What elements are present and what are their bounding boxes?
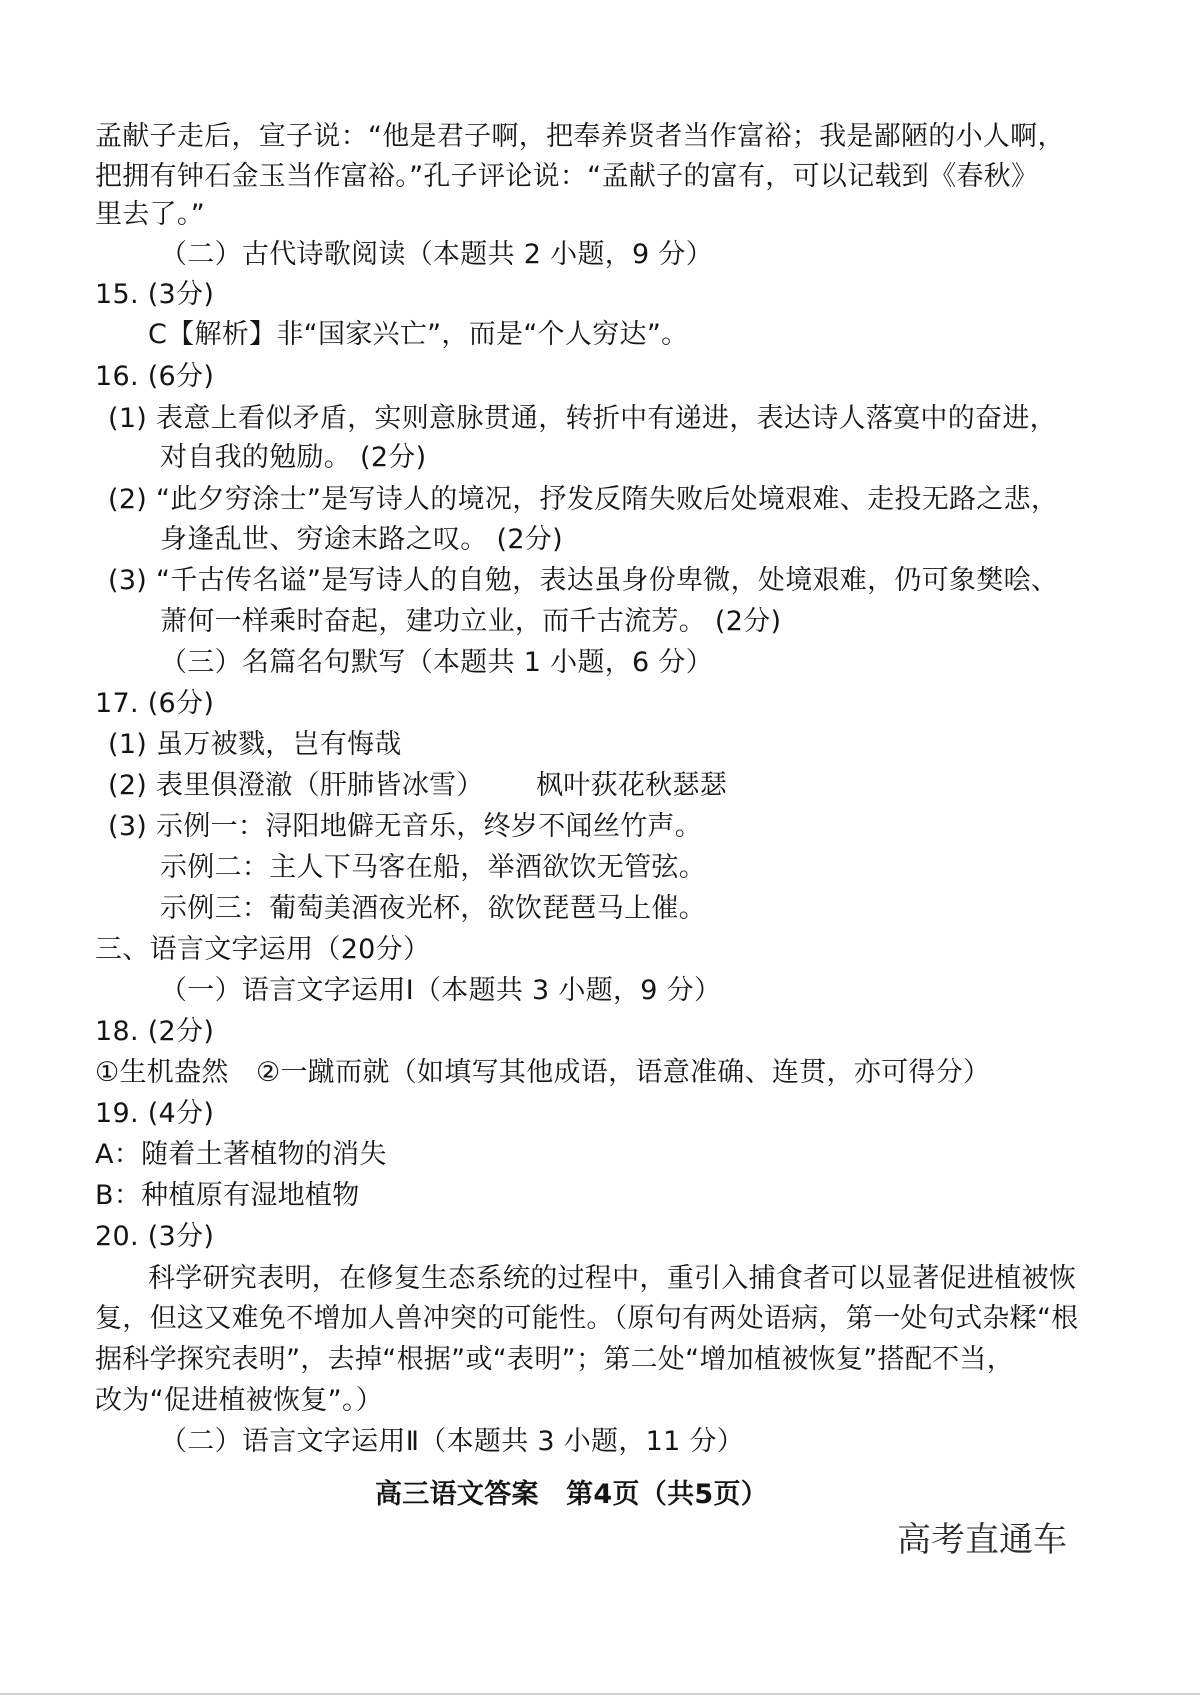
answer-20-line: 据科学探究表明”，去掉“根据”或“表明”；第二处“增加植被恢复”搭配不当， — [95, 1344, 1015, 1375]
answer-17-1: (1) 虽万被戮，岂有悔哉 — [108, 729, 402, 760]
watermark-text: 高考直通车 — [897, 1520, 1067, 1560]
answer-16-2-line: (2) “此夕穷涂士”是写诗人的境况，抒发反隋失败后处境艰难、走投无路之悲， — [108, 484, 1059, 515]
answer-16-1-line: (1) 表意上看似矛盾，实则意脉贯通，转折中有递进，表达诗人落寞中的奋进， — [108, 403, 1057, 434]
answer-17-3: (3) 示例一：浔阳地僻无音乐，终岁不闻丝竹声。 — [108, 811, 703, 842]
answer-17-3-example: 示例三：葡萄美酒夜光杯，欲饮琵琶马上催。 — [160, 893, 706, 924]
answer-19-b: B：种植原有湿地植物 — [95, 1180, 360, 1211]
answer-19-a: A：随着土著植物的消失 — [95, 1139, 387, 1170]
answer-16-3-line: (3) “千古传名谥”是写诗人的自勉，表达虽身份卑微，处境艰难，仍可象樊哙、 — [108, 565, 1059, 596]
answer-18: ①生机盎然 ②一蹴而就（如填写其他成语，语意准确、连贯，亦可得分） — [95, 1057, 991, 1088]
question-number-19: 19. (4分) — [95, 1098, 215, 1129]
section-heading-language-1: （一）语言文字运用Ⅰ（本题共 3 小题，9 分） — [160, 975, 722, 1006]
paragraph-line: 把拥有钟石金玉当作富裕。”孔子评论说：“孟献子的富有，可以记载到《春秋》 — [95, 161, 1039, 192]
answer-17-3-example: 示例二：主人下马客在船，举酒欲饮无管弦。 — [160, 852, 706, 883]
part-heading-language: 三、语言文字运用（20分） — [95, 934, 431, 965]
question-number-17: 17. (6分) — [95, 688, 215, 719]
answer-16-2-line: 身逢乱世、穷途末路之叹。 (2分) — [160, 524, 563, 555]
question-number-15: 15. (3分) — [95, 279, 215, 310]
answer-20-line: 改为“促进植被恢复”。） — [95, 1385, 384, 1416]
answer-15: C【解析】非“国家兴亡”，而是“个人穷达”。 — [148, 319, 689, 350]
section-heading-recitation: （三）名篇名句默写（本题共 1 小题，6 分） — [160, 647, 714, 678]
page-edge — [0, 1693, 1200, 1695]
question-number-16: 16. (6分) — [95, 361, 215, 392]
section-heading-poetry: （二）古代诗歌阅读（本题共 2 小题，9 分） — [160, 239, 714, 270]
answer-16-1-line: 对自我的勉励。 (2分) — [160, 442, 427, 473]
paragraph-line: 里去了。” — [95, 199, 205, 230]
answer-20-line: 科学研究表明，在修复生态系统的过程中，重引入捕食者可以显著促进植被恢 — [148, 1263, 1077, 1294]
answer-17-2b: 枫叶荻花秋瑟瑟 — [536, 770, 728, 801]
paragraph-line: 孟献子走后，宣子说：“他是君子啊，把奉养贤者当作富裕；我是鄙陋的小人啊， — [95, 121, 1065, 152]
answer-17-2a: (2) 表里俱澄澈（肝肺皆冰雪） — [108, 770, 484, 801]
section-heading-language-2: （二）语言文字运用Ⅱ（本题共 3 小题，11 分） — [160, 1426, 745, 1457]
question-number-20: 20. (3分) — [95, 1221, 215, 1252]
question-number-18: 18. (2分) — [95, 1016, 215, 1047]
answer-16-3-line: 萧何一样乘时奋起，建功立业，而千古流芳。 (2分) — [160, 606, 782, 637]
page-footer: 高三语文答案 第4页（共5页） — [375, 1479, 769, 1510]
answer-20-line: 复，但这又难免不增加人兽冲突的可能性。（原句有两处语病，第一处句式杂糅“根 — [95, 1303, 1079, 1334]
